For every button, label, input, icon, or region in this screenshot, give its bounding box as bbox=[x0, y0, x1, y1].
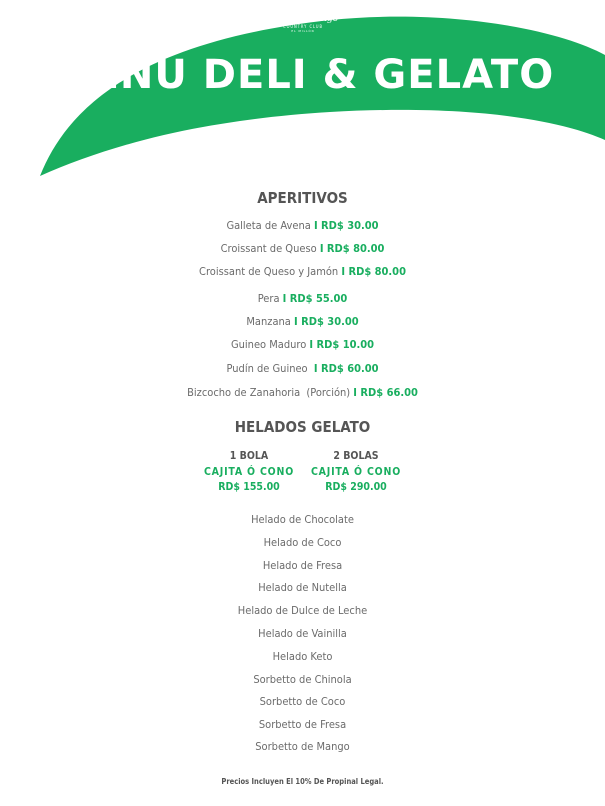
menu-item bbox=[0, 242, 605, 255]
flavor-item: Helado de Fresa bbox=[262, 559, 343, 572]
item-price: I RD$ 80.00 bbox=[341, 265, 406, 278]
option-container: CAJITA Ó CONO bbox=[310, 465, 402, 478]
menu-item bbox=[0, 386, 605, 399]
option-price: RD$ 155.00 bbox=[218, 481, 280, 493]
menu-item bbox=[0, 265, 605, 278]
item-price: I RD$ 30.00 bbox=[313, 219, 379, 232]
item-price: I RD$ 55.00 bbox=[282, 292, 348, 305]
item-name: Pudín de Guineo bbox=[226, 362, 314, 375]
flavor-item: Helado de Coco bbox=[263, 536, 342, 549]
gelato-option-1-bola bbox=[194, 449, 304, 496]
flavor-item: Helado de Vainilla bbox=[258, 627, 347, 640]
price-footnote: Precios Incluyen El 10% De Propinal Legal. bbox=[221, 777, 384, 786]
flavor-item: Sorbetto de Fresa bbox=[258, 718, 347, 731]
item-price: I RD$ 66.00 bbox=[353, 386, 418, 399]
item-name: Galleta de Avena bbox=[226, 219, 314, 232]
option-quantity: 1 BOLA bbox=[229, 450, 269, 462]
menu-item bbox=[0, 362, 605, 375]
section-heading-helados: HELADOS GELATO bbox=[234, 418, 371, 436]
item-name: Manzana bbox=[246, 315, 295, 328]
item-price: I RD$ 10.00 bbox=[309, 338, 375, 351]
page-title: MENÚ DELI & GELATO bbox=[50, 52, 555, 98]
flavor-item: Helado de Dulce de Leche bbox=[237, 604, 368, 617]
item-name: Bizcocho de Zanahoria (Porción) bbox=[187, 386, 354, 399]
club-logo bbox=[262, 0, 344, 40]
option-container: CAJITA Ó CONO bbox=[203, 465, 295, 478]
item-price: I RD$ 80.00 bbox=[319, 242, 385, 255]
menu-item bbox=[0, 338, 605, 351]
option-price: RD$ 290.00 bbox=[325, 481, 387, 493]
flavor-item: Sorbetto de Coco bbox=[259, 695, 346, 708]
option-quantity: 2 BOLAS bbox=[333, 450, 379, 462]
gelato-option-2-bolas bbox=[301, 449, 411, 496]
item-name: Pera bbox=[257, 292, 283, 305]
item-name: Croissant de Queso y Jamón bbox=[199, 265, 342, 278]
flavor-item: Helado de Nutella bbox=[258, 581, 347, 594]
logo-tagline: EL MILLÓN bbox=[291, 29, 315, 33]
item-name: Guineo Maduro bbox=[230, 338, 310, 351]
item-name: Croissant de Queso bbox=[220, 242, 320, 255]
flavor-item: Helado de Chocolate bbox=[251, 513, 354, 526]
logo-subtitle: COUNTRY CLUB bbox=[283, 24, 323, 29]
section-heading-aperitivos: APERITIVOS bbox=[257, 189, 348, 207]
flavor-item: Sorbetto de Mango bbox=[255, 740, 350, 753]
menu-item bbox=[0, 219, 605, 232]
flavor-item: Sorbetto de Chinola bbox=[253, 673, 352, 686]
item-price: I RD$ 60.00 bbox=[313, 362, 379, 375]
menu-item bbox=[0, 292, 605, 305]
menu-item bbox=[0, 315, 605, 328]
flavor-item: Helado Keto bbox=[272, 650, 333, 663]
item-price: I RD$ 30.00 bbox=[294, 315, 359, 328]
logo-script-text: Santo Domingo bbox=[267, 14, 339, 24]
